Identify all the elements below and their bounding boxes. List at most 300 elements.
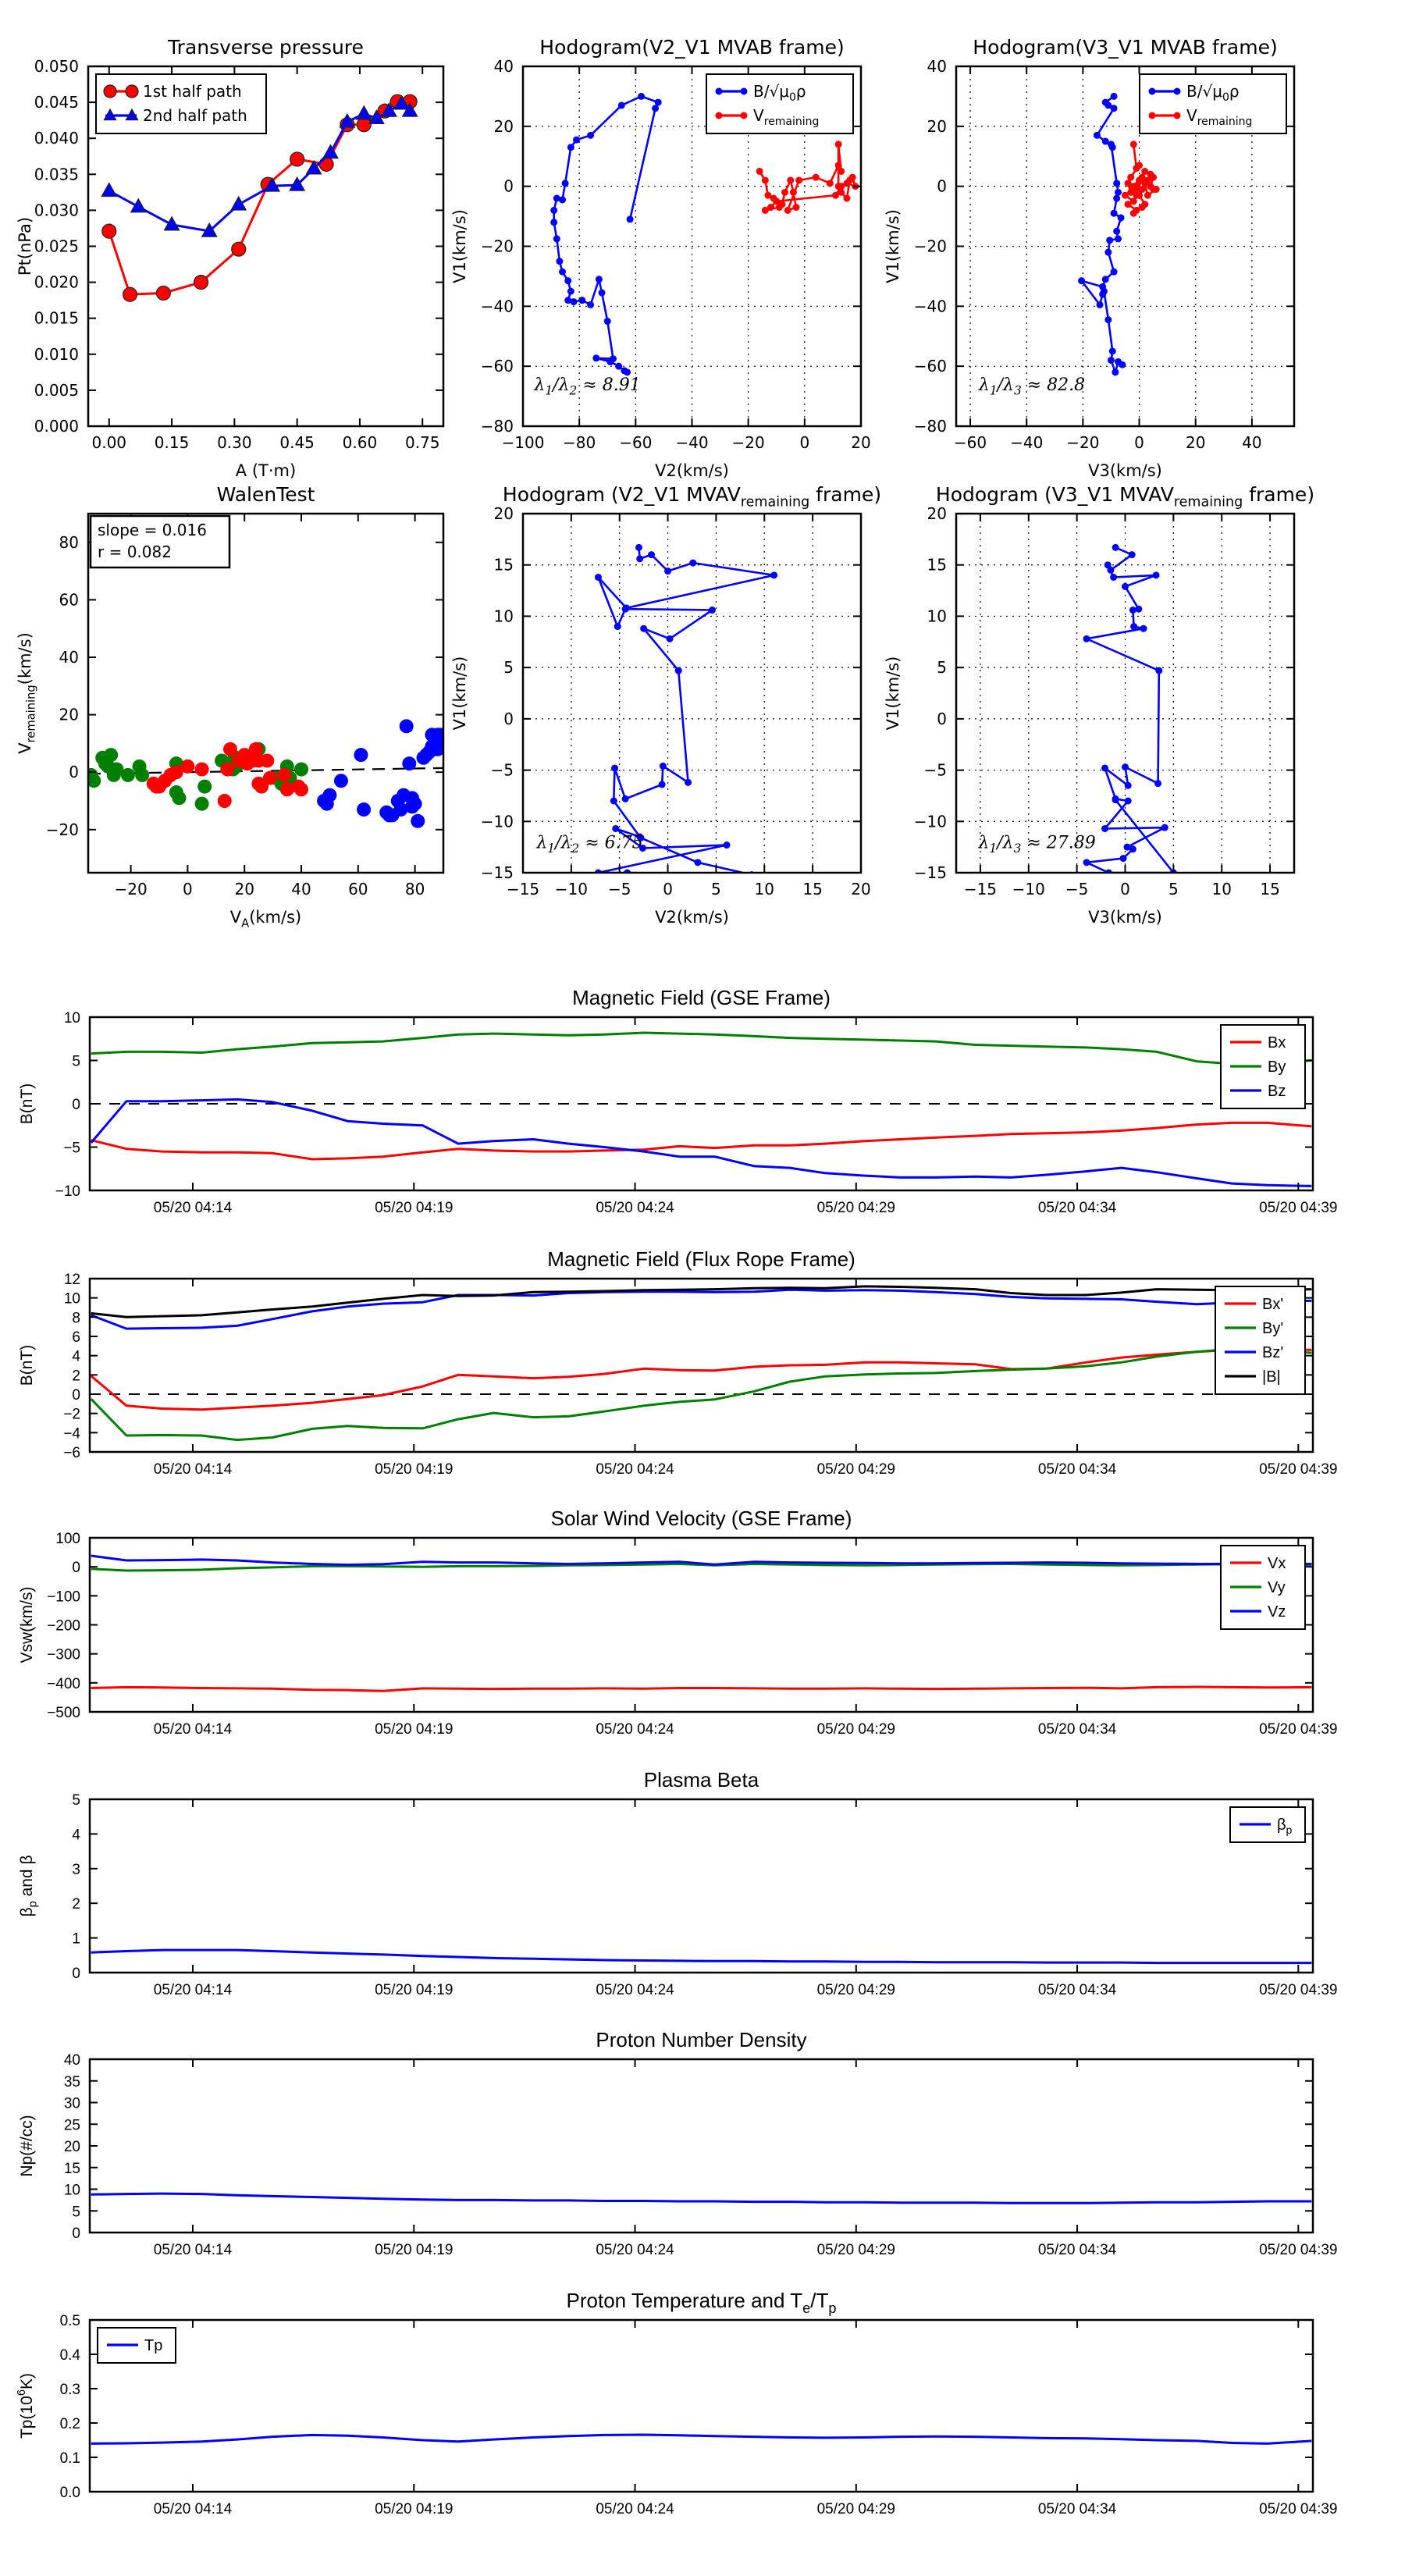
data-point [408, 797, 422, 811]
data-point [1130, 210, 1137, 217]
data-point [1106, 237, 1113, 244]
data-point [1155, 667, 1162, 674]
data-point [606, 358, 614, 365]
plot-title: Solar Wind Velocity (GSE Frame) [550, 1507, 852, 1530]
data-point [1078, 277, 1085, 284]
x-tick-label: −10 [554, 880, 588, 898]
x-tick-label: 05/20 04:34 [1037, 2501, 1117, 2517]
data-point [756, 168, 763, 175]
data-point [1083, 859, 1090, 866]
y-tick-label: 0 [937, 709, 947, 728]
legend [98, 2328, 176, 2363]
y-tick-label: 20 [59, 705, 79, 724]
data-point [562, 180, 569, 187]
y-tick-label: 25 [63, 2117, 80, 2134]
data-point [553, 195, 560, 202]
legend-label: Vz [1268, 1603, 1286, 1621]
y-tick-label: 5 [72, 1792, 80, 1809]
data-point [832, 192, 839, 199]
y-tick-label: 10 [63, 2182, 80, 2199]
x-tick-label: −60 [953, 433, 987, 452]
data-point [567, 144, 574, 151]
x-axis-label: V2(km/s) [655, 461, 729, 480]
y-tick-label: 20 [493, 116, 514, 136]
legend-label: Tp [144, 2337, 163, 2354]
data-point [220, 763, 234, 777]
y-tick-label: 0 [69, 763, 79, 782]
axes-box [956, 514, 1294, 873]
y-tick-label: 0.025 [34, 237, 79, 256]
y-tick-label: −10 [55, 1183, 80, 1200]
x-tick-label: 05/20 04:24 [596, 2501, 674, 2517]
data-point [131, 199, 146, 212]
data-point [1119, 361, 1126, 368]
data-point [135, 768, 149, 782]
x-tick-label: 5 [711, 880, 721, 898]
y-tick-label: −10 [480, 812, 514, 831]
data-point [578, 297, 585, 304]
x-tick-label: 60 [348, 880, 368, 898]
x-tick-label: 05/20 04:14 [153, 2242, 233, 2258]
y-tick-label: 0.5 [59, 2313, 80, 2329]
stats-line: r = 0.082 [98, 543, 172, 561]
data-point [622, 606, 629, 613]
legend-label: Vx [1268, 1555, 1286, 1572]
y-tick-label: 0.040 [34, 129, 79, 148]
data-point [1113, 180, 1120, 187]
data-point [1108, 141, 1115, 148]
data-point [564, 277, 571, 284]
annotation: $\lambda_1/\lambda_2 \approx 6.75$ [536, 833, 643, 856]
series-group [91, 2194, 1312, 2203]
y-tick-label: 0.045 [34, 93, 79, 112]
plot-title: Proton Temperature and $T_e/T_p$ [566, 2289, 837, 2316]
legend-marker [1149, 88, 1156, 95]
y-tick-label: −20 [480, 237, 514, 256]
y-tick-label: 0.050 [34, 57, 79, 76]
x-tick-label: 0.15 [154, 433, 190, 452]
ticks [914, 504, 1294, 898]
data-point [596, 276, 603, 283]
x-tick-label: −20 [1066, 433, 1100, 452]
data-point [1153, 571, 1160, 578]
data-point [1129, 551, 1136, 558]
legend-label: Bx [1268, 1034, 1286, 1051]
data-point [1115, 189, 1122, 196]
data-point [1111, 269, 1118, 276]
data-point [1102, 276, 1109, 283]
y-tick-label: −5 [63, 1140, 80, 1157]
y-tick-label: −20 [45, 820, 79, 839]
x-tick-label: 05/20 04:29 [816, 1721, 895, 1738]
x-tick-label: 05/20 04:14 [153, 2501, 233, 2517]
x-tick-label: 05/20 04:29 [816, 2242, 895, 2258]
legend [706, 74, 853, 133]
data-point [1101, 825, 1108, 832]
data-point [781, 189, 788, 196]
axes-box [90, 1279, 1313, 1452]
y-tick-label: −200 [47, 1617, 80, 1635]
y-tick-label: 0 [937, 176, 947, 196]
data-point [635, 544, 642, 551]
y-tick-label: 20 [927, 504, 947, 523]
x-tick-label: 05/20 04:14 [153, 1721, 233, 1738]
solar-wind-velocity-line-Vy [91, 1564, 1312, 1571]
x-tick-label: 05/20 04:39 [1259, 1461, 1338, 1478]
legend-label: $B/√\mu_0\rho$ [753, 82, 806, 105]
data-point [1097, 301, 1104, 308]
data-point [838, 183, 845, 190]
data-point [762, 176, 769, 183]
data-point [1140, 625, 1147, 632]
x-tick-label: 05/20 04:29 [816, 1200, 895, 1216]
y-tick-label: 15 [927, 555, 947, 575]
stats-box [91, 516, 229, 568]
x-tick-label: 05/20 04:29 [816, 1461, 895, 1478]
data-point [689, 560, 696, 567]
data-point [1115, 235, 1122, 242]
data-point [610, 798, 617, 805]
x-tick-label: −10 [1012, 880, 1045, 898]
data-point [1136, 162, 1143, 169]
y-tick-label: −15 [913, 863, 947, 882]
data-point [334, 774, 348, 788]
ticks [64, 2052, 1338, 2258]
series-group [91, 2435, 1312, 2443]
data-point [784, 207, 791, 214]
x-tick-label: 20 [851, 880, 871, 898]
legend-label: Bx' [1262, 1296, 1284, 1313]
data-point [1127, 174, 1134, 181]
ticks [46, 514, 443, 898]
y-tick-label: 40 [59, 648, 79, 667]
y-tick-label: 30 [63, 2095, 80, 2112]
y-tick-label: −60 [480, 357, 514, 376]
data-point [1129, 607, 1136, 614]
data-point [790, 189, 797, 196]
ticks [55, 1010, 1338, 1216]
hodogram-v2v1-mvav-line-V remaining path [599, 547, 774, 874]
data-point [659, 781, 666, 788]
data-point [599, 290, 606, 297]
y-tick-label: 2 [72, 1368, 80, 1385]
y-tick-label: 20 [63, 2139, 80, 2155]
ticks [63, 1272, 1337, 1478]
data-point [1118, 215, 1125, 222]
annotation: $\lambda_1/\lambda_3 \approx 82.8$ [978, 375, 1086, 398]
data-point [1125, 782, 1132, 789]
data-point [231, 197, 246, 210]
y-axis-label: $\beta_p$ and β [18, 1855, 40, 1917]
y-axis-label: Vsw(km/s) [18, 1586, 36, 1663]
solar-wind-velocity-plot [12, 1497, 1391, 1774]
series-group [91, 1556, 1312, 1691]
data-point [1112, 544, 1119, 551]
y-tick-label: −4 [63, 1425, 80, 1443]
data-point [1109, 347, 1116, 354]
y-tick-label: 8 [72, 1310, 80, 1327]
data-point [1129, 845, 1136, 852]
data-point [611, 764, 618, 771]
data-point [223, 742, 237, 756]
data-point [660, 763, 667, 770]
y-tick-label: −15 [480, 863, 514, 882]
data-point [1111, 105, 1118, 112]
y-tick-label: −80 [913, 417, 947, 436]
x-tick-label: 05/20 04:34 [1037, 1982, 1117, 1998]
data-point [1153, 186, 1160, 193]
grid [523, 514, 861, 873]
y-tick-label: 5 [72, 1053, 80, 1070]
data-point [838, 168, 845, 175]
plasma-beta-line-beta p [91, 1950, 1312, 1963]
x-tick-label: 40 [1242, 433, 1262, 452]
x-tick-label: −15 [963, 880, 998, 898]
legend-marker [716, 88, 723, 95]
x-tick-label: 0 [183, 880, 193, 898]
plot-title: Proton Number Density [596, 2028, 807, 2051]
x-axis-label: V3(km/s) [1088, 461, 1162, 480]
x-tick-label: 05/20 04:29 [816, 1982, 895, 1998]
series-group [1083, 544, 1177, 877]
x-tick-label: 05/20 04:14 [153, 1461, 233, 1478]
y-tick-label: 12 [63, 1272, 80, 1288]
data-point [655, 99, 662, 106]
data-point [664, 568, 671, 575]
y-tick-label: 15 [63, 2160, 80, 2177]
legend-label: $V_{remaining}$ [1186, 106, 1253, 129]
data-point [614, 623, 621, 630]
data-point [556, 258, 563, 265]
y-tick-label: 0.0 [59, 2485, 80, 2501]
legend-marker [104, 85, 116, 98]
data-point [232, 242, 246, 256]
data-point [354, 748, 368, 762]
y-tick-label: 0.015 [34, 308, 79, 328]
x-tick-label: 05/20 04:34 [1037, 1200, 1117, 1216]
x-tick-label: 0 [663, 880, 673, 898]
data-point [694, 859, 701, 866]
hodogram-v3v1-mvab-plot [878, 26, 1372, 489]
grid [956, 514, 1294, 873]
annotation: $\lambda_1/\lambda_2 \approx 8.91$ [534, 375, 641, 398]
legend [1221, 1025, 1305, 1108]
y-tick-label: 80 [59, 532, 79, 552]
data-point [357, 802, 371, 817]
x-axis-label: V2(km/s) [655, 908, 729, 927]
axes-box [90, 2320, 1313, 2492]
x-tick-label: 15 [1260, 880, 1280, 898]
series-group [91, 1950, 1312, 1963]
mag-field-gse-line-Bz [91, 1099, 1312, 1186]
series-group [1078, 93, 1160, 375]
y-tick-label: 5 [503, 658, 514, 678]
data-point [1130, 141, 1137, 148]
x-tick-label: 05/20 04:39 [1259, 2501, 1338, 2517]
data-point [612, 825, 619, 832]
axes-box [90, 1799, 1313, 1973]
data-point [290, 152, 304, 166]
x-tick-label: 05/20 04:19 [375, 2501, 454, 2517]
data-point [1144, 192, 1151, 199]
x-tick-label: 05/20 04:14 [153, 1200, 233, 1216]
x-tick-label: −15 [506, 880, 540, 898]
solar-wind-velocity-line-Vz [91, 1556, 1312, 1565]
data-point [1108, 357, 1115, 364]
legend-label: $V_{remaining}$ [753, 106, 820, 129]
data-point [570, 298, 577, 305]
legend-marker [1149, 112, 1156, 119]
x-tick-label: 05/20 04:24 [596, 1982, 674, 1998]
y-tick-label: 10 [63, 1010, 80, 1026]
y-tick-label: 1 [72, 1930, 80, 1948]
data-point [277, 768, 291, 782]
y-tick-label: 0.035 [34, 165, 79, 184]
x-tick-label: 05/20 04:39 [1259, 1721, 1338, 1738]
data-point [1120, 855, 1127, 862]
proton-number-density-line-Np [91, 2194, 1312, 2203]
hodogram-v2v1-mvab-plot [445, 26, 939, 489]
x-tick-label: 05/20 04:24 [596, 1200, 674, 1216]
plot-title: Hodogram(V2_V1 MVAB frame) [539, 36, 845, 59]
mag-field-gse-line-By [91, 1033, 1312, 1064]
data-point [648, 551, 655, 558]
legend-marker [741, 112, 748, 119]
y-tick-label: 10 [927, 607, 947, 626]
x-tick-label: −5 [607, 880, 631, 898]
data-point [1104, 249, 1112, 256]
y-tick-label: 100 [55, 1531, 80, 1547]
y-tick-label: 35 [63, 2073, 80, 2090]
y-tick-label: 0 [72, 1560, 80, 1577]
mag-field-gse-plot [12, 977, 1391, 1253]
legend-label: Vy [1268, 1579, 1286, 1596]
legend-marker [1174, 88, 1181, 95]
data-point [1122, 192, 1129, 199]
y-tick-label: 0 [72, 1966, 80, 1982]
y-tick-label: 0.4 [59, 2347, 80, 2364]
data-point [156, 286, 170, 300]
x-tick-label: 05/20 04:34 [1037, 1721, 1117, 1738]
y-tick-label: 0.005 [34, 380, 79, 400]
legend-label: Bz' [1262, 1344, 1284, 1361]
y-tick-label: 15 [493, 555, 514, 575]
data-point [627, 215, 634, 222]
data-point [1122, 763, 1129, 770]
data-point [1141, 201, 1148, 208]
stats-line: slope = 0.016 [98, 521, 207, 539]
legend-label: Bz [1268, 1083, 1286, 1100]
data-point [400, 719, 414, 733]
data-point [357, 106, 372, 119]
y-tick-label: 6 [72, 1329, 80, 1346]
axes-box [523, 514, 861, 873]
data-point [195, 763, 209, 777]
legend [1221, 1546, 1305, 1629]
x-tick-label: 05/20 04:24 [596, 1721, 674, 1738]
plot-title: Transverse pressure [168, 36, 364, 59]
y-tick-label: −2 [63, 1406, 80, 1423]
x-tick-label: 0.00 [91, 433, 127, 452]
y-tick-label: 0.3 [59, 2382, 80, 2398]
annotation: $\lambda_1/\lambda_3 \approx 27.89$ [978, 833, 1096, 856]
data-point [640, 625, 647, 632]
data-point [550, 207, 557, 214]
data-point [165, 217, 180, 230]
y-tick-label: −80 [480, 417, 514, 436]
data-point [604, 318, 611, 325]
plot-title: Magnetic Field (Flux Rope Frame) [547, 1247, 855, 1271]
y-tick-label: −300 [47, 1646, 80, 1663]
data-point [294, 782, 308, 796]
data-point [402, 756, 416, 770]
data-point [411, 814, 425, 828]
data-point [1161, 824, 1168, 831]
y-axis-label: Np(#/cc) [18, 2115, 36, 2177]
data-point [587, 301, 594, 308]
plot-title: Hodogram (V2_V1 $MVAV_{remaining}$ frame) [502, 483, 882, 511]
data-point [1112, 796, 1119, 803]
y-tick-label: 0 [503, 176, 514, 196]
legend [1140, 74, 1286, 133]
data-point [587, 132, 594, 139]
data-point [123, 287, 137, 301]
x-tick-label: 05/20 04:34 [1037, 2242, 1117, 2258]
x-tick-label: 05/20 04:34 [1037, 1461, 1117, 1478]
y-tick-label: 40 [63, 2052, 80, 2069]
data-point [1104, 561, 1112, 568]
legend [96, 74, 266, 133]
data-point [667, 635, 674, 642]
plot-title: WalenTest [216, 483, 315, 506]
data-point [104, 748, 118, 762]
data-point [843, 195, 850, 202]
x-tick-label: 05/20 04:19 [375, 1721, 454, 1738]
y-tick-label: 10 [493, 607, 514, 626]
data-point [835, 141, 842, 148]
data-point [121, 768, 135, 782]
legend-label: 2nd half path [143, 106, 247, 125]
data-point [218, 794, 232, 808]
data-point [618, 101, 625, 109]
x-tick-label: 0 [1134, 433, 1144, 452]
legend-marker [1174, 112, 1181, 119]
plot-title: Magnetic Field (GSE Frame) [572, 986, 831, 1009]
x-tick-label: 05/20 04:29 [816, 2501, 895, 2517]
data-point [260, 753, 274, 767]
y-axis-label: $V_{remaining}(km/s)$ [16, 632, 38, 754]
data-point [773, 197, 780, 205]
data-point [1133, 192, 1140, 199]
data-point [197, 780, 212, 794]
y-tick-label: 0 [72, 1097, 80, 1113]
series-group [550, 93, 859, 375]
data-point [685, 779, 692, 786]
proton-number-density-plot [12, 2019, 1391, 2295]
data-point [1104, 316, 1112, 323]
legend-label: $B/√\mu_0\rho$ [1186, 82, 1240, 105]
data-point [793, 204, 800, 211]
x-tick-label: 0.75 [404, 433, 440, 452]
y-tick-label: 0 [72, 2226, 80, 2242]
x-tick-label: 20 [1185, 433, 1206, 452]
legend [1215, 1286, 1305, 1394]
x-tick-label: 05/20 04:14 [153, 1982, 233, 1998]
data-point [550, 219, 557, 226]
data-point [1113, 228, 1120, 235]
hodogram-v2v1-mvab-line-B over sqrt(mu0 rho) [554, 96, 659, 372]
data-point [1094, 132, 1101, 139]
